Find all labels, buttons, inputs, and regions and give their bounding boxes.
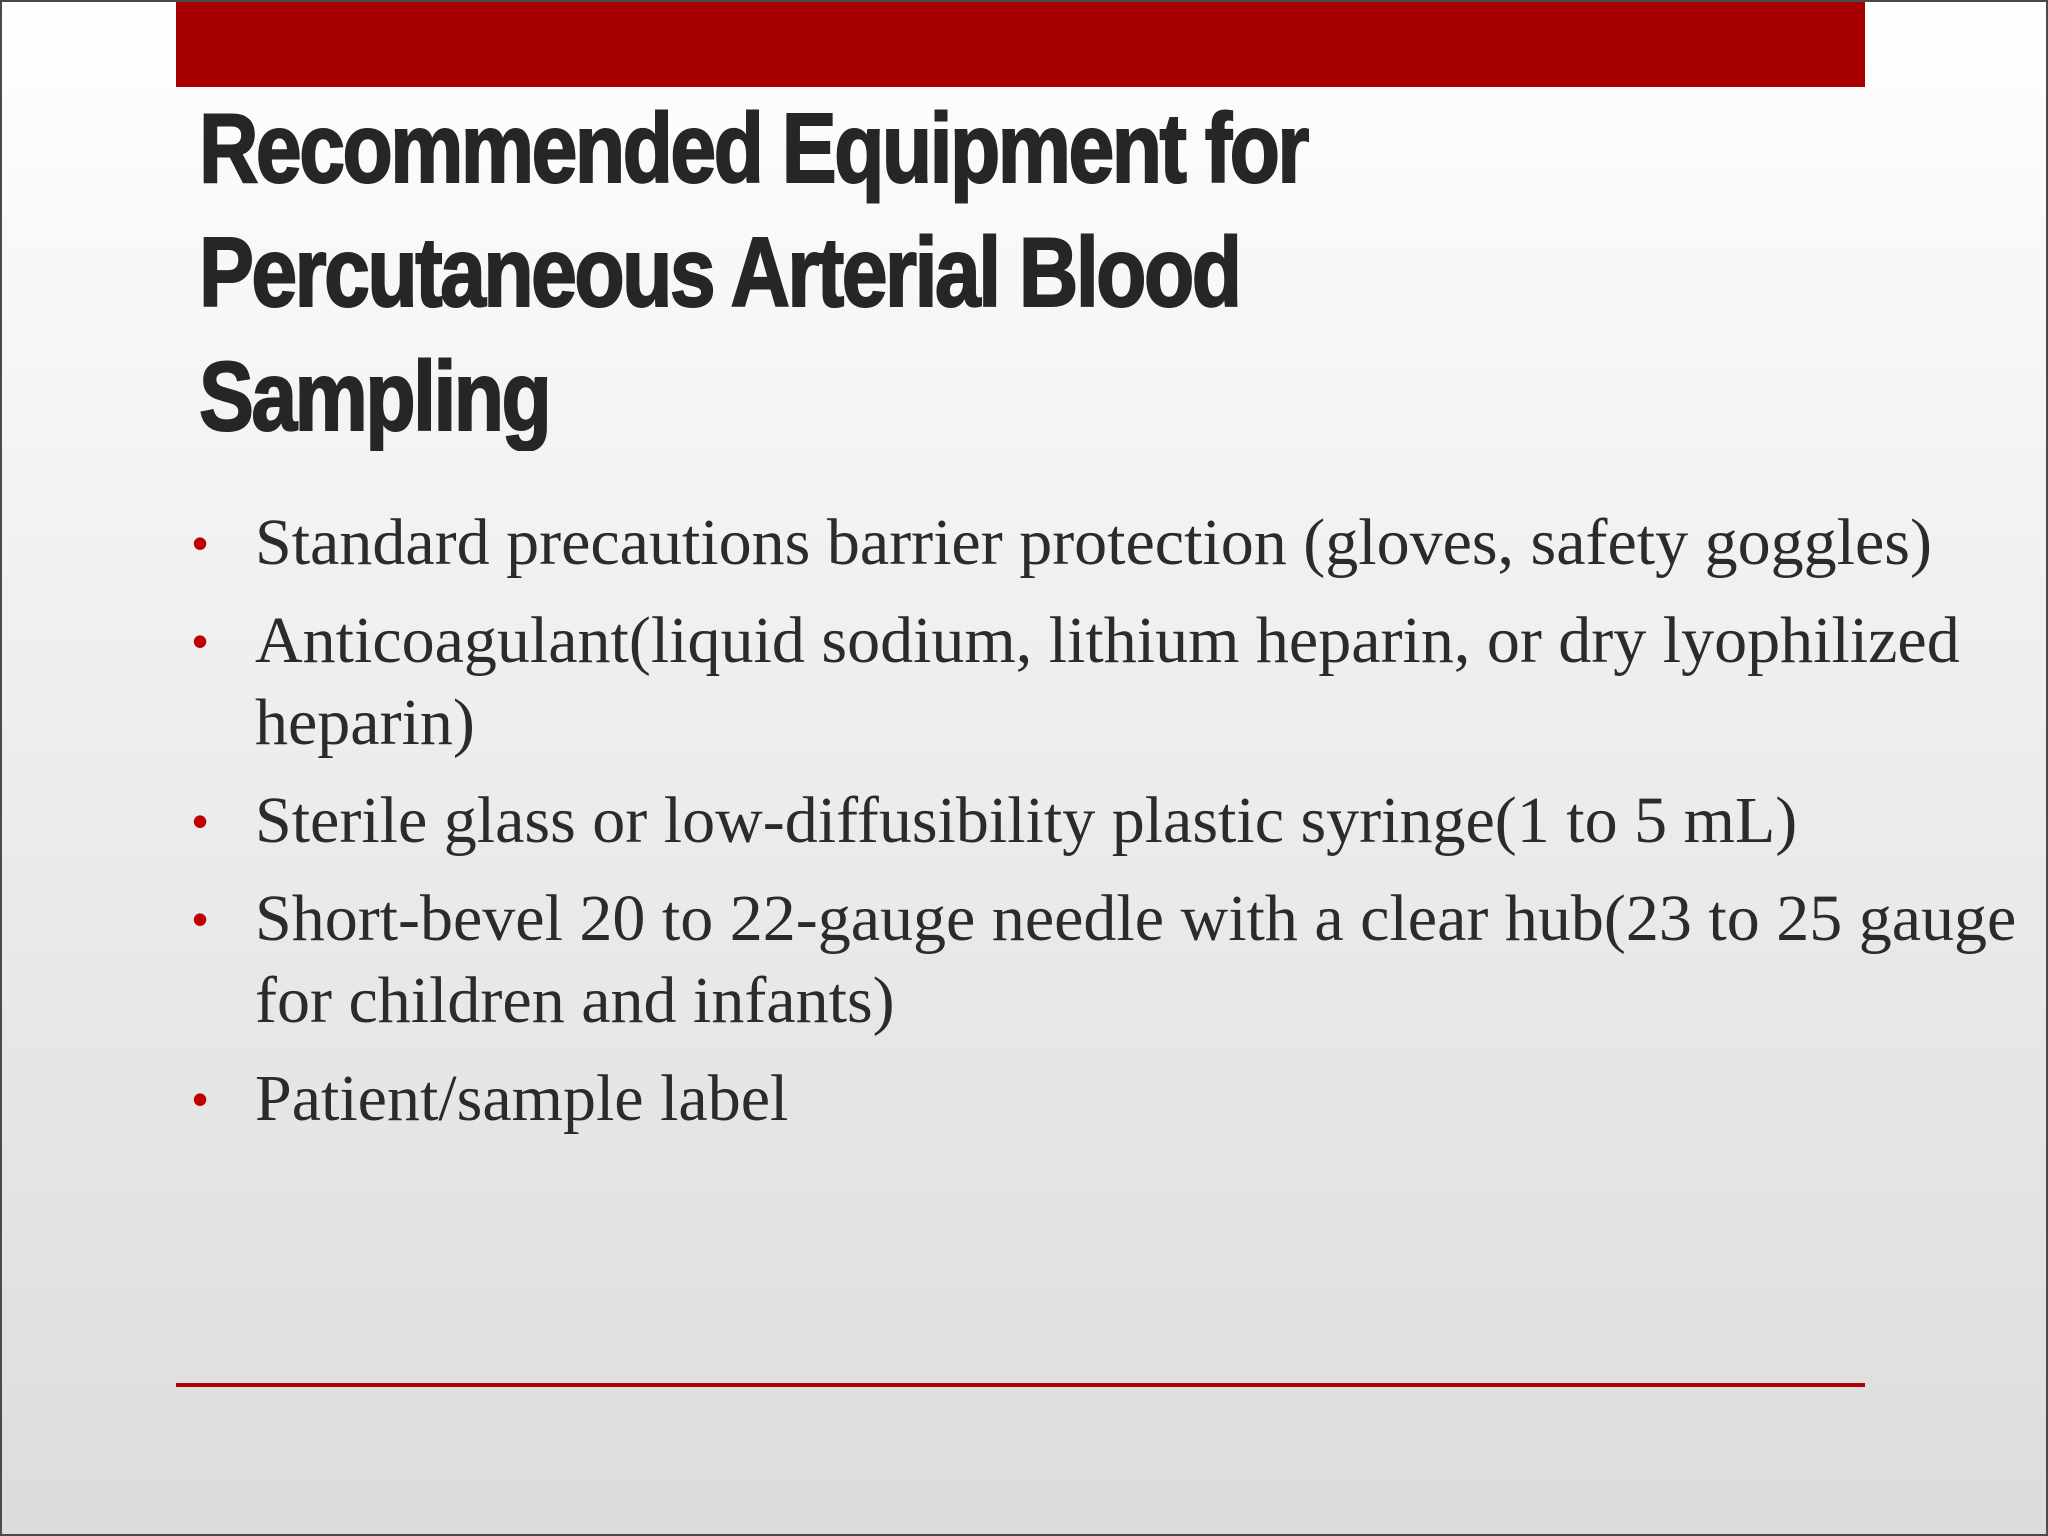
bullet-text: Patient/sample label [255, 1062, 789, 1135]
bullet-dot-icon: • [192, 893, 209, 945]
bullet-item [192, 878, 2022, 1042]
bullet-item [192, 1058, 2022, 1140]
bullet-dot-icon: • [192, 1073, 209, 1125]
title-line-3: Sampling [199, 341, 550, 451]
bullet-text: Sterile glass or low-diffusibility plastic syringe(1 to 5 mL) [255, 784, 1798, 857]
bullet-text: Standard precautions barrier protection (gloves, safety goggles) [255, 506, 1932, 579]
bullet-item [192, 780, 2022, 862]
title-line-2: Percutaneous Arterial Blood [199, 217, 1240, 327]
slide-title [199, 86, 1459, 458]
title-line-1: Recommended Equipment for [199, 93, 1307, 203]
bottom-divider [176, 1383, 1865, 1387]
bullet-text: Short-bevel 20 to 22-gauge needle with a clear hub(23 to 25 gauge for children and infants) [255, 882, 2017, 1037]
top-accent-bar [176, 2, 1865, 87]
bullet-item [192, 600, 2022, 764]
bullet-item [192, 502, 2022, 584]
bullet-text: Anticoagulant(liquid sodium, lithium heparin, or dry lyophilized heparin) [255, 604, 1960, 759]
bullet-dot-icon: • [192, 795, 209, 847]
bullet-dot-icon: • [192, 517, 209, 569]
bullet-dot-icon: • [192, 615, 209, 667]
bullet-list [192, 502, 2022, 1156]
